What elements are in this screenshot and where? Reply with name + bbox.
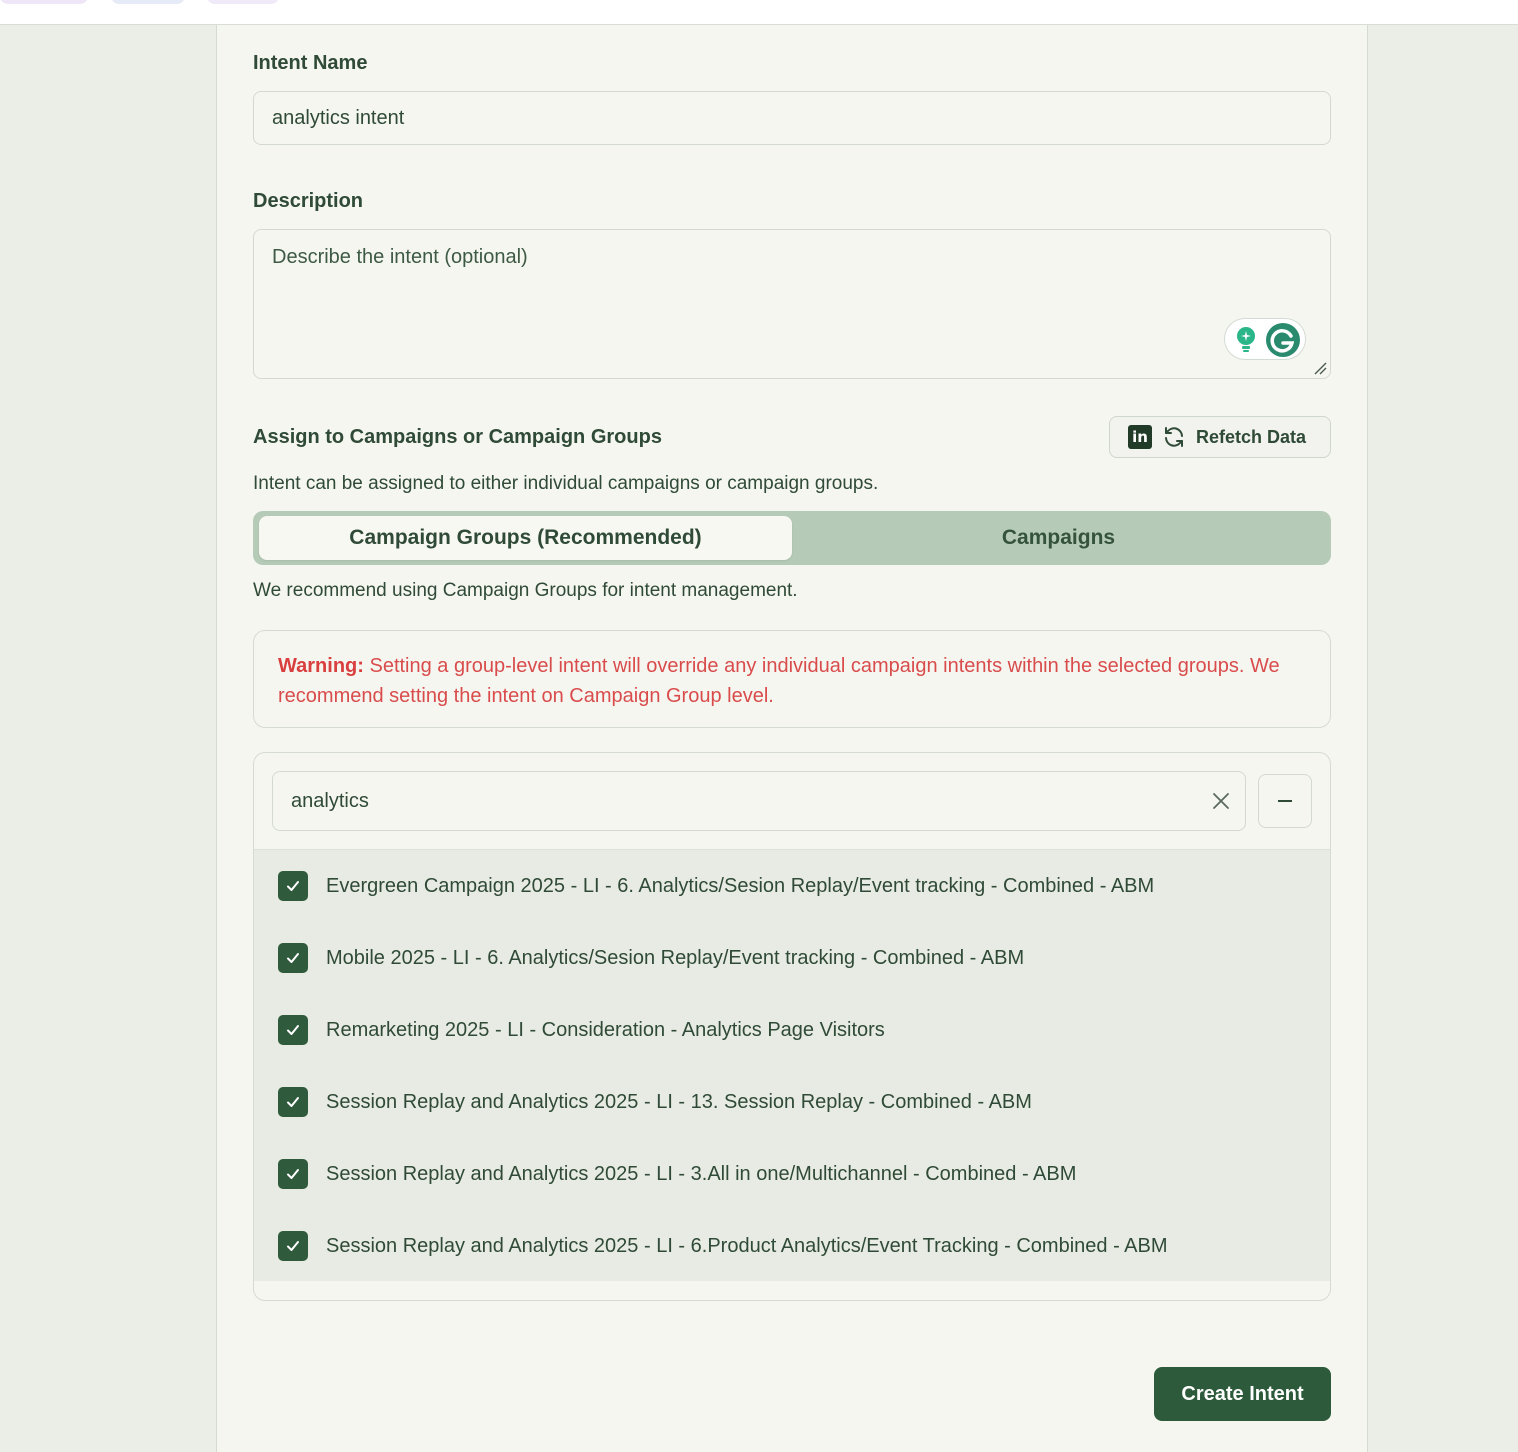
group-search-input[interactable]	[272, 771, 1246, 831]
assign-helper-text: Intent can be assigned to either individual campaigns or campaign groups.	[253, 473, 879, 494]
list-item-label: Evergreen Campaign 2025 - LI - 6. Analytics/Sesion Replay/Event tracking - Combined - ABM	[326, 874, 1155, 897]
check-icon	[285, 878, 301, 894]
list-item[interactable]	[254, 922, 1331, 994]
create-intent-button[interactable]: Create Intent	[1154, 1367, 1331, 1421]
list-item-label: Session Replay and Analytics 2025 - LI - 3.All in one/Multichannel - Combined - ABM	[326, 1162, 1077, 1185]
description-label: Description	[253, 190, 364, 212]
intent-name-value: analytics intent	[272, 106, 405, 129]
refetch-data-label: Refetch Data	[1196, 426, 1307, 447]
list-item-label: Session Replay and Analytics 2025 - LI - 6.Product Analytics/Event Tracking - Combined - ABM	[326, 1234, 1168, 1257]
list-item[interactable]	[254, 850, 1331, 922]
list-item[interactable]	[254, 1138, 1331, 1210]
minus-icon	[1278, 799, 1292, 803]
tab-campaign-groups[interactable]: Campaign Groups (Recommended)	[259, 516, 792, 560]
refresh-icon	[1162, 425, 1186, 449]
intent-form-card	[216, 25, 1368, 1452]
refetch-data-button[interactable]	[1109, 416, 1331, 458]
list-item[interactable]	[254, 994, 1331, 1066]
checkbox[interactable]	[278, 1159, 308, 1189]
checkbox[interactable]	[278, 1087, 308, 1117]
description-placeholder: Describe the intent (optional)	[272, 246, 528, 268]
top-tab-pill[interactable]	[111, 0, 185, 4]
list-item[interactable]	[254, 1066, 1331, 1138]
top-tab-pill[interactable]	[207, 0, 279, 4]
assign-label: Assign to Campaigns or Campaign Groups	[253, 426, 662, 448]
warning-prefix: Warning:	[278, 655, 364, 677]
group-search-value: analytics	[291, 789, 369, 812]
intent-name-input[interactable]	[253, 91, 1331, 145]
list-item[interactable]	[254, 1210, 1331, 1282]
description-textarea[interactable]	[253, 229, 1331, 379]
deselect-all-button[interactable]	[1258, 774, 1312, 828]
warning-callout	[253, 630, 1331, 728]
grammarly-widget[interactable]	[1224, 318, 1306, 360]
check-icon	[285, 1094, 301, 1110]
linkedin-icon: in	[1128, 425, 1152, 449]
list-item-label: Mobile 2025 - LI - 6. Analytics/Sesion Replay/Event tracking - Combined - ABM	[326, 946, 1025, 969]
tab-campaigns[interactable]: Campaigns	[1001, 526, 1116, 549]
check-icon	[285, 1022, 301, 1038]
checkbox[interactable]	[278, 1231, 308, 1261]
check-icon	[285, 1166, 301, 1182]
checkbox[interactable]	[278, 871, 308, 901]
top-bar	[0, 0, 1518, 25]
list-item-label: Session Replay and Analytics 2025 - LI - 13. Session Replay - Combined - ABM	[326, 1090, 1032, 1113]
list-item-label: Remarketing 2025 - LI - Consideration - Analytics Page Visitors	[326, 1018, 885, 1041]
check-icon	[285, 950, 301, 966]
campaign-group-list	[254, 849, 1331, 1281]
assignment-type-toggle	[253, 511, 1331, 565]
close-icon[interactable]	[1209, 789, 1233, 813]
lightbulb-icon	[1237, 327, 1255, 352]
top-tab-pill[interactable]	[0, 0, 88, 4]
checkbox[interactable]	[278, 1015, 308, 1045]
tab-helper-text: We recommend using Campaign Groups for intent management.	[253, 580, 798, 601]
campaign-group-selector	[253, 752, 1331, 1301]
intent-name-label: Intent Name	[253, 52, 368, 74]
grammarly-icon	[1225, 319, 1307, 361]
checkbox[interactable]	[278, 943, 308, 973]
resize-handle-icon[interactable]	[1313, 361, 1327, 375]
check-icon	[285, 1238, 301, 1254]
warning-text: Setting a group-level intent will override any individual campaign intents within the selected groups. We recommend setting the intent on Campaign Group level.	[278, 655, 1280, 707]
